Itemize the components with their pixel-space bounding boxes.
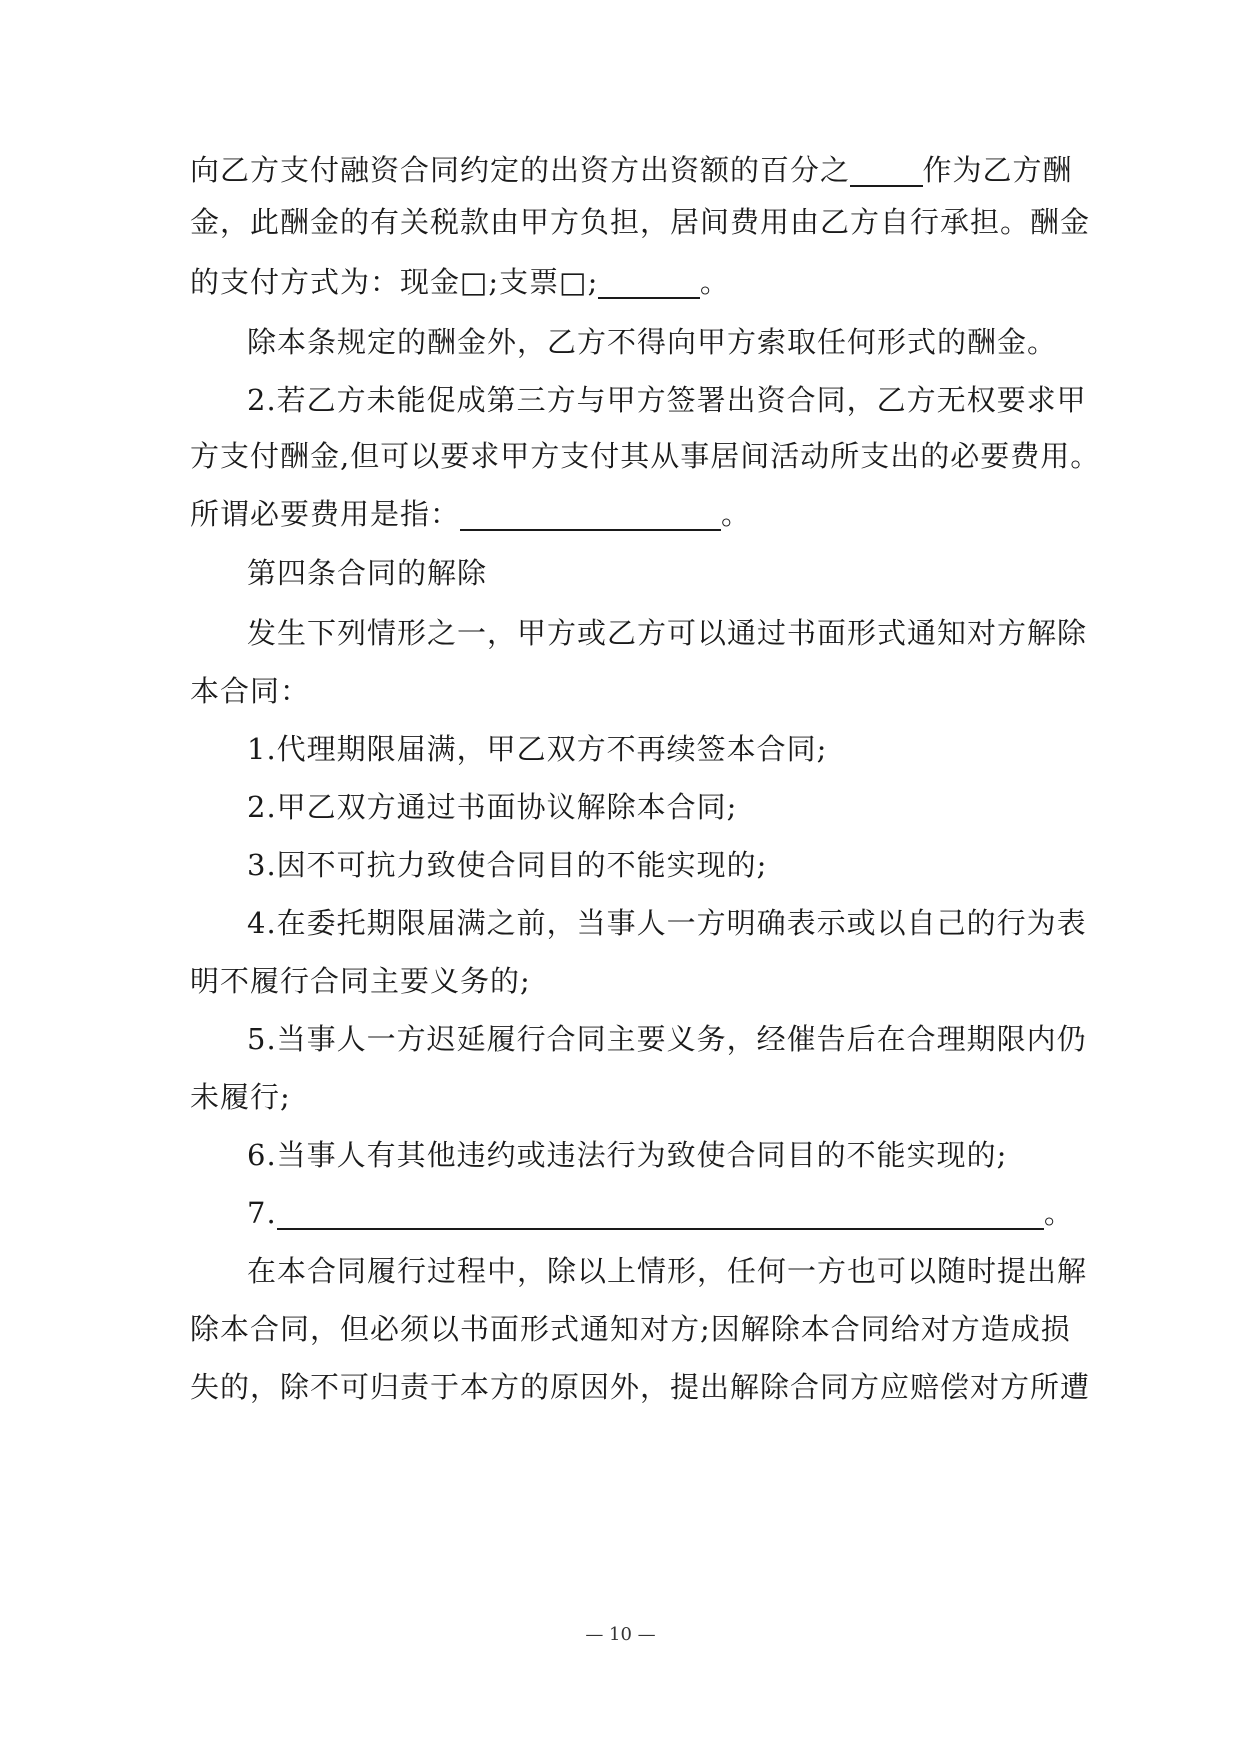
- text-line: [190, 494, 1070, 534]
- text-line: 失的，除不可归责于本方的原因外，提出解除合同方应赔偿对方所遭: [190, 1370, 1091, 1404]
- text-segment: 的支付方式为：现金□;支票□;: [190, 265, 599, 299]
- fill-in-blank: [277, 1198, 1044, 1230]
- text-line: 未履行;: [190, 1080, 291, 1114]
- text-line: 明不履行合同主要义务的;: [190, 964, 531, 998]
- list-item: 4.在委托期限届满之前，当事人一方明确表示或以自己的行为表: [247, 906, 1087, 940]
- text-segment: 向乙方支付融资合同约定的出资方出资额的百分之: [190, 153, 851, 187]
- text-segment: 。: [699, 265, 730, 299]
- list-item: 6.当事人有其他违约或违法行为致使合同目的不能实现的;: [247, 1138, 1008, 1172]
- list-item: 3.因不可抗力致使合同目的不能实现的;: [247, 848, 768, 882]
- page-number: — 10 —: [585, 1624, 656, 1645]
- text-line: [190, 150, 1073, 190]
- text-segment: 。: [1043, 1196, 1074, 1230]
- text-line: 金，此酬金的有关税款由甲方负担，居间费用由乙方自行承担。酬金: [190, 205, 1091, 239]
- text-line: 方支付酬金,但可以要求甲方支付其从事居间活动所支出的必要费用。: [190, 439, 1101, 473]
- fill-in-blank: [460, 499, 721, 531]
- paragraph-line: 在本合同履行过程中，除以上情形，任何一方也可以随时提出解: [247, 1254, 1088, 1288]
- list-item: 2.甲乙双方通过书面协议解除本合同;: [247, 790, 738, 824]
- fill-in-blank: [598, 267, 700, 299]
- list-item: [247, 1193, 1074, 1233]
- list-item: 5.当事人一方迟延履行合同主要义务，经催告后在合理期限内仍: [247, 1022, 1087, 1056]
- text-line: 本合同：: [190, 674, 311, 708]
- text-segment: 所谓必要费用是指：: [190, 497, 461, 531]
- section-heading: 第四条合同的解除: [247, 556, 488, 590]
- text-segment: 作为乙方酬: [922, 153, 1073, 187]
- text-line: [190, 262, 1070, 302]
- text-segment: 7.: [247, 1196, 277, 1230]
- paragraph-line: 发生下列情形之一，甲方或乙方可以通过书面形式通知对方解除: [247, 616, 1088, 650]
- fill-in-blank: [850, 155, 923, 187]
- list-item: 1.代理期限届满，甲乙双方不再续签本合同;: [247, 732, 828, 766]
- paragraph-line: 2.若乙方未能促成第三方与甲方签署出资合同，乙方无权要求甲: [247, 383, 1087, 417]
- paragraph-line: 除本条规定的酬金外，乙方不得向甲方索取任何形式的酬金。: [247, 325, 1058, 359]
- text-line: 除本合同，但必须以书面形式通知对方;因解除本合同给对方造成损: [190, 1312, 1071, 1346]
- text-segment: 。: [721, 497, 752, 531]
